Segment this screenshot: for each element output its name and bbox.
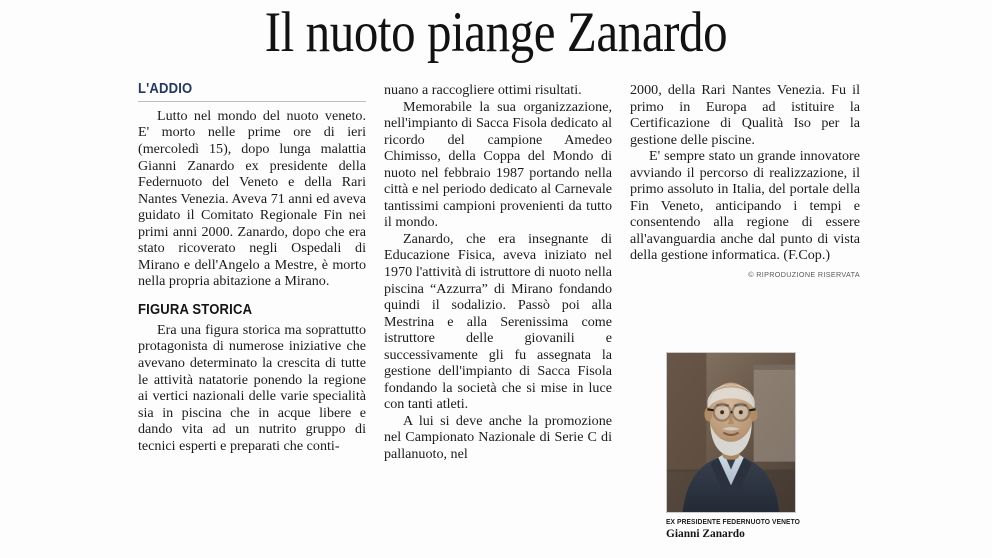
portrait-photo xyxy=(666,352,796,513)
headline-container xyxy=(0,1,992,64)
paragraph: E' sempre stato un grande innovatore avviando il percorso di realizzazione, il primo assoluto in Italia, del portale della Fin Veneto, anticipando i tempi e consentendo alla regione di essere all'avanguardia anche dal punto di vista della gestione informatica. (F.Cop.) xyxy=(630,148,860,264)
paragraph: 2000, della Rari Nantes Venezia. Fu il primo in Europa ad istituire la Certificazione di Qualità Iso per la gestione delle piscine. xyxy=(630,82,860,148)
article-column-1 xyxy=(138,82,366,558)
paragraph: Zanardo, che era insegnante di Educazione Fisica, aveva iniziato nel 1970 l'attività di istruttore di nuoto nella piscina “Azzurra” di Mirano fondando quindi il sodalizio. Passò poi alla Mestrina e alla Serenissima come istruttore delle giovanili e successivamente gli fu assegnata la gestione dell'impianto di Sacca Fisola fondando la società che si mise in luce con tanti atleti. xyxy=(384,230,612,413)
section-subhead-figura-storica: FIGURA STORICA xyxy=(138,301,253,318)
photo-caption-name: Gianni Zanardo xyxy=(666,527,745,540)
page-title: Il nuoto piange Zanardo xyxy=(264,1,728,64)
section-kicker-addio: L'ADDIO xyxy=(138,82,193,97)
paragraph: A lui si deve anche la promozione nel Campionato Nazionale di Serie C di pallanuoto, nel xyxy=(384,412,612,463)
portrait-illustration xyxy=(667,353,795,512)
copyright-notice: © RIPRODUZIONE RISERVATA xyxy=(748,270,860,280)
article-column-2 xyxy=(384,82,612,558)
paragraph: Lutto nel mondo del nuoto veneto. E' morto nelle prime ore di ieri (mercoledì 15), dopo lunga malattia Gianni Zanardo ex presidente della Federnuoto del Veneto e della Rari Nantes Venezia. Aveva 71 anni ed aveva guidato il Comitato Regionale Fin nei primi anni 2000. Zanardo, dopo che era stato ricoverato negli Ospedali di Mirano e dell'Angelo a Mestre, è morto nella propria abitazione a Mirano. xyxy=(138,107,366,290)
kicker-divider xyxy=(138,101,366,102)
photo-caption-kicker: EX PRESIDENTE FEDERNUOTO VENETO xyxy=(666,517,800,526)
photo-block xyxy=(666,352,800,541)
paragraph: Era una figura storica ma soprattutto protagonista di numerose iniziative che avevano determinato la crescita di tutte le attività natatorie ponendo la regione ai vertici nazionali delle varie specialità sia in piscina che in acque libere e dando vita ad un nutrito gruppo di tecnici esperti e preparati che conti- xyxy=(138,321,366,454)
paragraph: Memorabile la sua organizzazione, nell'impianto di Sacca Fisola dedicato al ricordo del campione Amedeo Chimisso, della Coppa del Mondo di nuoto nel febbraio 1987 portando nella città e nel periodo dedicato al Carnevale tantissimi campioni provenienti da tutto il mondo. xyxy=(384,98,612,231)
paragraph: nuano a raccogliere ottimi risultati. xyxy=(384,82,582,98)
